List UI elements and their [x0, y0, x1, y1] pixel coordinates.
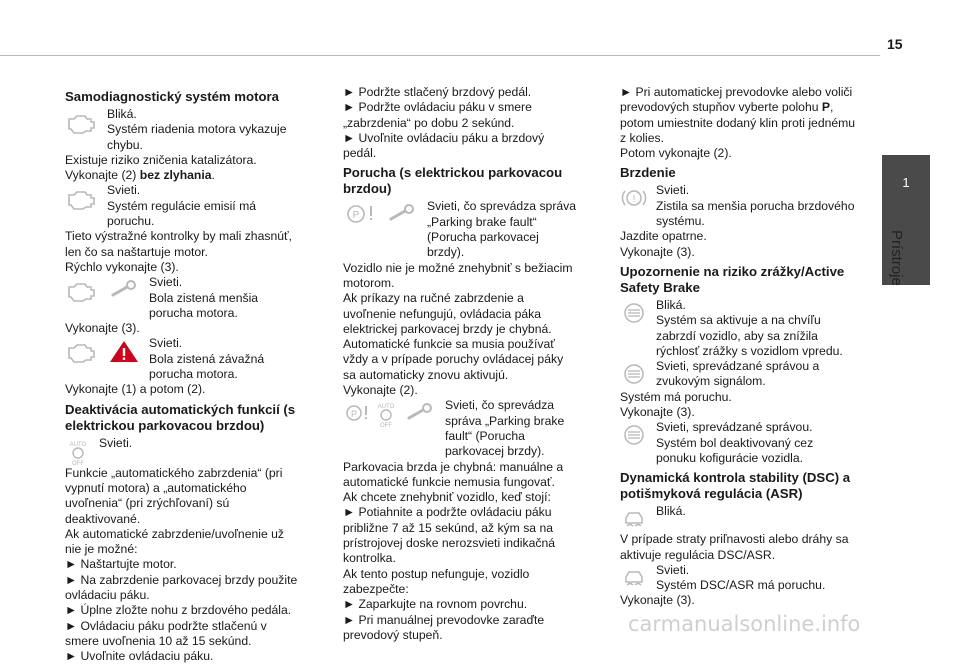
watermark: carmanualsonline.info: [628, 612, 861, 636]
indicator-row: [620, 359, 856, 390]
section-title-parking-brake-fault: Porucha (s elektrickou parkovacou brzdou): [343, 165, 563, 197]
skid-car-icon: [620, 506, 648, 532]
svg-text:P: P: [352, 210, 360, 222]
column-right: [620, 85, 856, 609]
indicator-row: [343, 398, 579, 459]
text: Svieti.: [149, 336, 183, 351]
text: Vykonajte (3).: [65, 321, 140, 336]
svg-text:OFF: OFF: [72, 460, 84, 466]
text: [65, 168, 301, 183]
header-divider: [0, 55, 880, 56]
step: ► Podržte ovládaciu páku v smere „zabrzdenia“ po dobu 2 sekúnd.: [343, 100, 532, 130]
text: Vykonajte (2).: [343, 383, 418, 398]
chapter-label: Prístroje: [888, 230, 905, 286]
text: Funkcie „automatického zabrzdenia“ (pri vypnutí motora) a „automatického uvoľnenia“ (pri zrýchľovaní) sú deaktivované.: [65, 465, 283, 526]
indicator-row: [65, 107, 301, 153]
svg-text:OFF: OFF: [380, 423, 392, 429]
text: .: [211, 168, 215, 183]
text: , potom umiestnite dodaný klin proti jednému z kolies.: [620, 100, 856, 145]
column-middle: [343, 85, 579, 643]
section-title-dsc-asr: Dynamická kontrola stability (DSC) a potišmyková regulácia (ASR): [620, 470, 851, 502]
engine-warning-icon: [65, 185, 99, 211]
collision-alert-icon: [620, 422, 648, 448]
auto-off-icon: [65, 438, 91, 466]
text: Vozidlo nie je možné znehybniť s bežiacim motorom.: [343, 260, 573, 290]
text: Bliká.: [107, 107, 137, 121]
text: Svieti, čo sprevádza správa „Parking brake fault“ (Porucha parkovacej brzdy).: [445, 398, 565, 459]
skid-car-icon: [620, 565, 648, 591]
text: Svieti.: [149, 275, 183, 290]
step: ► Uvoľnite ovládaciu páku.: [65, 649, 214, 664]
section-title-collision-alert: Upozornenie na riziko zrážky/Active Safety Brake: [620, 263, 845, 295]
auto-off-icon: [373, 400, 399, 428]
text: Vykonajte (1) a potom (2).: [65, 382, 206, 397]
text: Svieti.: [656, 562, 690, 577]
step: ► Naštartujte motor.: [65, 557, 177, 572]
engine-warning-icon: [65, 277, 99, 303]
indicator-row: [65, 183, 301, 229]
wrench-icon: [107, 277, 141, 303]
indicator-row: [620, 298, 856, 359]
page-number: 15: [887, 36, 903, 52]
text: Bola zistená menšia porucha motora.: [149, 290, 259, 320]
text: Svieti.: [107, 183, 141, 198]
collision-alert-icon: [620, 300, 648, 326]
text: Automatické funkcie sa musia používať vždy a v prípade poruchy ovládacej páky sa automaticky znovu aktivujú.: [343, 337, 564, 382]
parking-brake-fault-icon: [343, 201, 377, 227]
column-left: [65, 85, 301, 665]
wrench-icon: [403, 400, 437, 426]
emphasis: bez zlyhania: [139, 168, 212, 183]
text: Systém DSC/ASR má poruchu.: [656, 578, 826, 593]
indicator-row: [65, 275, 301, 321]
chapter-tab[interactable]: 1: [882, 155, 930, 285]
text: Svieti, čo sprevádza správa „Parking brake fault“ (Porucha parkovacej brzdy).: [427, 199, 577, 260]
text: Systém regulácie emisií má poruchu.: [107, 198, 257, 229]
text: Parkovacia brzda je chybná: manuálne a automatické funkcie nemusia fungovať.: [343, 459, 564, 489]
warning-triangle-icon: [107, 338, 141, 364]
text: Systém má poruchu.: [620, 389, 732, 404]
text: Systém riadenia motora vykazuje chybu.: [107, 122, 287, 152]
svg-text:P: P: [350, 409, 358, 420]
indicator-row: [620, 504, 856, 532]
text: Svieti, sprevádzané správou.: [656, 420, 813, 435]
engine-warning-icon: [65, 338, 99, 364]
wrench-icon: [385, 201, 419, 227]
parking-brake-fault-icon: [343, 400, 369, 426]
text: Vykonajte (3).: [620, 405, 695, 420]
step: ► Pri manuálnej prevodovke zaraďte prevodový stupeň.: [343, 612, 545, 642]
text: ► Pri automatickej prevodovke alebo voliči prevodových stupňov vyberte polohu: [620, 85, 853, 115]
section-title-braking: Brzdenie: [620, 165, 676, 181]
indicator-row: [65, 436, 301, 466]
text: Ak príkazy na ručné zabrzdenie a uvoľnenie nefungujú, ovládacia páka elektrickej parkovacej brzdy je chybná.: [343, 291, 552, 336]
svg-text:AUTO: AUTO: [377, 404, 395, 411]
text: Existuje riziko zničenia katalizátora.: [65, 152, 257, 167]
text: V prípade straty priľnavosti alebo dráhy sa aktivuje regulácia DSC/ASR.: [620, 532, 849, 562]
svg-text:!: !: [632, 194, 636, 206]
text: Bliká.: [656, 297, 686, 312]
text: Vykonajte (2): [65, 168, 140, 183]
section-title-auto-functions: Deaktivácia automatických funkcií (s elektrickou parkovacou brzdou): [65, 401, 296, 433]
text: Systém bol deaktivovaný cez ponuku kofigurácie vozidla.: [656, 435, 814, 465]
text: Tieto výstražné kontrolky by mali zhasnúť, len čo sa naštartuje motor.: [65, 229, 292, 259]
step: ► Uvoľnite ovládaciu páku a brzdový pedál.: [343, 130, 545, 161]
engine-warning-icon: [65, 109, 99, 135]
text: Svieti.: [99, 435, 133, 450]
step: ► Úplne zložte nohu z brzdového pedála.: [65, 603, 292, 618]
step: ► Na zabrzdenie parkovacej brzdy použite ovládaciu páku.: [65, 572, 298, 603]
text: Ak chcete znehybniť vozidlo, keď stojí:: [343, 490, 551, 505]
text: Systém sa aktivuje a na chvíľu zabrzdí vozidlo, aby sa znížila rýchlosť zrážky s vozidlom vpredu.: [656, 313, 843, 358]
brake-system-icon: [620, 185, 648, 211]
indicator-row: [343, 199, 579, 260]
text: Vykonajte (3).: [620, 244, 695, 259]
emphasis: P: [821, 100, 831, 115]
step: ► Podržte stlačený brzdový pedál.: [343, 85, 532, 99]
text: Rýchlo vykonajte (3).: [65, 259, 179, 274]
text: Svieti, sprevádzané správou a zvukovým signálom.: [656, 359, 820, 389]
step: ► Zaparkujte na rovnom povrchu.: [343, 597, 528, 612]
text: Bliká.: [656, 504, 686, 519]
indicator-row: [620, 563, 856, 594]
text: Svieti.: [656, 183, 690, 198]
text: Ak automatické zabrzdenie/uvoľnenie už nie je možné:: [65, 526, 284, 557]
svg-text:AUTO: AUTO: [69, 441, 87, 448]
indicator-row: [65, 336, 301, 382]
text: Bola zistená závažná porucha motora.: [149, 351, 265, 382]
step: ► Ovládaciu páku podržte stlačenú v smere uvoľnenia 10 až 15 sekúnd.: [65, 618, 267, 648]
section-title-engine-diagnosis: Samodiagnostický systém motora: [65, 89, 280, 104]
indicator-row: [620, 420, 856, 466]
collision-alert-icon: [620, 361, 648, 387]
text: Potom vykonajte (2).: [620, 146, 732, 161]
text: [620, 85, 856, 146]
text: Zistila sa menšia porucha brzdového systému.: [656, 198, 855, 229]
text: Jazdite opatrne.: [620, 229, 707, 244]
text: Ak tento postup nefunguje, vozidlo zabezpečte:: [343, 566, 530, 596]
text: Vykonajte (3).: [620, 593, 695, 608]
indicator-row: [620, 183, 856, 229]
step: ► Potiahnite a podržte ovládaciu páku približne 7 až 15 sekúnd, až kým sa na prístrojovej doske nerozsvieti indikačná kontrolka.: [343, 505, 556, 566]
